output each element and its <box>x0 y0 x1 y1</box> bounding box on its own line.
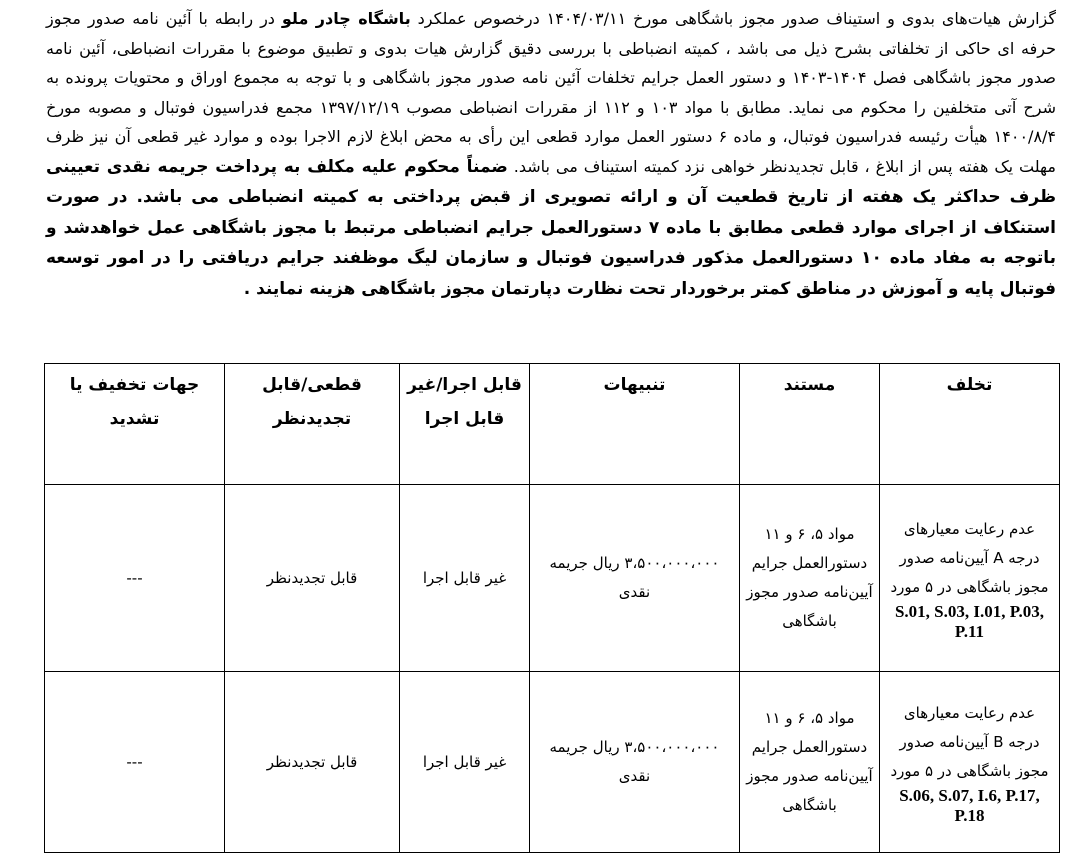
header-mitigation: جهات تخفیف یا تشدید <box>45 364 225 485</box>
violation-text: عدم رعایت معیارهای درجه A آیین‌نامه صدور مجوز باشگاهی در ۵ مورد <box>890 519 1049 596</box>
ruling-body: در رابطه با آئین نامه صدور مجوز حرفه ای حاکی از تخلفاتی بشرح ذیل می باشد ، کمیته انضباطی با بررسی دقیق گزارش هیات بدوی و تطبیق موضوع با مقررات انضباطی، آئین نامه صدور مجوز باشگاهی فصل ۱۴۰۴-۱۴۰۳ و دستور العمل جرایم تخلفات آئین نامه صدور مجوز باشگاهی و با توجه به مجموع اوراق و محتویات پرونده به شرح آتی متخلفین را محکوم می نماید. مطابق با مواد ۱۰۳ و ۱۱۲ از مقررات انضباطی مصوب ۱۳۹۷/۱۲/۱۹ مجمع فدراسیون فوتبال و مصوبه مورخ ۱۴۰۰/۸/۴ هیأت رئیسه فدراسیون فوتبال، و ماده ۶ دستور العمل موارد قطعی این رأی به محض ابلاغ لازم الاجرا بوده و موارد غیر قطعی آن نیز ظرف مهلت یک هفته پس از ابلاغ ، قابل تجدیدنظر خواهی نزد کمیته استیناف می باشد. <box>46 9 1057 176</box>
cell-violation <box>880 672 1060 853</box>
cell-enforceable: غیر قابل اجرا <box>400 672 530 853</box>
cell-violation <box>880 485 1060 672</box>
cell-penalty: ۳،۵۰۰،۰۰۰،۰۰۰ ریال جریمه نقدی <box>530 485 740 672</box>
header-penalty: تنبیهات <box>530 364 740 485</box>
ruling-paragraph <box>46 4 1056 304</box>
violation-text: عدم رعایت معیارهای درجه B آیین‌نامه صدور مجوز باشگاهی در ۵ مورد <box>890 703 1049 780</box>
cell-basis: مواد ۵، ۶ و ۱۱ دستورالعمل جرایم آیین‌نامه صدور مجوز باشگاهی <box>740 485 880 672</box>
header-violation: تخلف <box>880 364 1060 485</box>
header-basis: مستند <box>740 364 880 485</box>
club-name: باشگاه چادر ملو <box>281 9 411 28</box>
cell-enforceable: غیر قابل اجرا <box>400 485 530 672</box>
cell-finality: قابل تجدیدنظر <box>225 485 400 672</box>
header-enforceable: قابل اجرا/غیر قابل اجرا <box>400 364 530 485</box>
violations-table <box>44 363 1060 853</box>
ruling-obligation: ضمناً محکوم علیه مکلف به پرداخت جریمه نقدی تعیینی ظرف حداکثر یک هفته از تاریخ قطعیت آن و ارائه تصویری از قبض پرداختی به کمیته انضباطی می باشد. در صورت استنکاف از اجرای موارد قطعی مطابق با ماده ۷ دستورالعمل جرایم انضباطی مرتبط با مجوز باشگاهی عمل خواهدشد و باتوجه به مفاد ماده ۱۰ دستورالعمل مذکور فدراسیون فوتبال و سازمان لیگ موظفند جرایم دریافتی را در امور توسعه فوتبال پایه و آموزش در مناطق کمتر برخوردار تحت نظارت دپارتمان مجوز باشگاهی هزینه نمایند . <box>46 156 1057 299</box>
table-row <box>45 485 1060 672</box>
header-finality: قطعی/قابل تجدیدنظر <box>225 364 400 485</box>
table-row <box>45 672 1060 853</box>
cell-mitigation: --- <box>45 485 225 672</box>
ruling-intro: گزارش هیات‌های بدوی و استیناف صدور مجوز باشگاهی مورخ ۱۴۰۴/۰۳/۱۱ درخصوص عملکرد <box>417 9 1057 28</box>
cell-penalty: ۳،۵۰۰،۰۰۰،۰۰۰ ریال جریمه نقدی <box>530 672 740 853</box>
violation-codes: S.06, S.07, I.6, P.17, P.18 <box>899 785 1040 825</box>
cell-basis: مواد ۵، ۶ و ۱۱ دستورالعمل جرایم آیین‌نامه صدور مجوز باشگاهی <box>740 672 880 853</box>
violation-codes: S.01, S.03, I.01, P.03, P.11 <box>894 601 1045 641</box>
table-header-row <box>45 364 1060 485</box>
cell-mitigation: --- <box>45 672 225 853</box>
cell-finality: قابل تجدیدنظر <box>225 672 400 853</box>
